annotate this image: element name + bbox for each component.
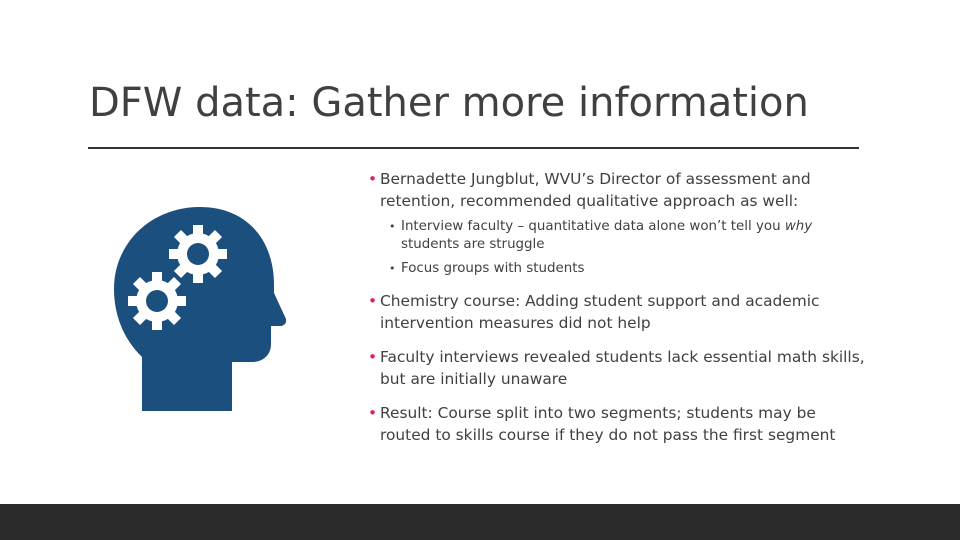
sub-bullet-marker: •: [389, 262, 396, 275]
title-divider: [88, 147, 859, 149]
bullet-text: Faculty interviews revealed students lack essential math skills, but are initially unaware: [380, 347, 865, 388]
slide-title: DFW data: Gather more information: [89, 80, 809, 126]
bullet-item: [368, 346, 868, 390]
bullet-item: [368, 168, 868, 212]
bullet-item: [368, 402, 868, 446]
head-with-gears-icon: [114, 207, 286, 411]
sub-bullet-list: [389, 218, 868, 278]
bullet-text: Result: Course split into two segments; students may be routed to skills course if they do not pass the first segment: [380, 403, 836, 444]
bullet-text: Bernadette Jungblut, WVU’s Director of assessment and retention, recommended qualitative approach as well:: [380, 170, 811, 210]
bullet-marker: •: [368, 170, 378, 188]
gear-lower-icon: [128, 272, 186, 330]
sub-bullet-text: Interview faculty – quantitative data alone won’t tell you: [401, 219, 785, 234]
gear-upper-icon: [169, 225, 227, 283]
bullet-marker: •: [368, 347, 378, 366]
sub-bullet-item: [389, 260, 868, 278]
sub-bullet-item: [389, 218, 868, 253]
sub-bullet-text-end: students are struggle: [401, 236, 545, 252]
footer-bar: [0, 504, 960, 540]
sub-bullet-emphasis: why: [784, 219, 813, 234]
sub-bullet-text: Focus groups with students: [401, 261, 585, 276]
bullet-marker: •: [368, 291, 378, 310]
bullet-text: Chemistry course: Adding student support and academic intervention measures did not help: [380, 291, 820, 332]
bullet-list: [368, 168, 868, 458]
bullet-item: [368, 290, 868, 334]
bullet-marker: •: [368, 403, 378, 422]
sub-bullet-marker: •: [389, 220, 396, 233]
